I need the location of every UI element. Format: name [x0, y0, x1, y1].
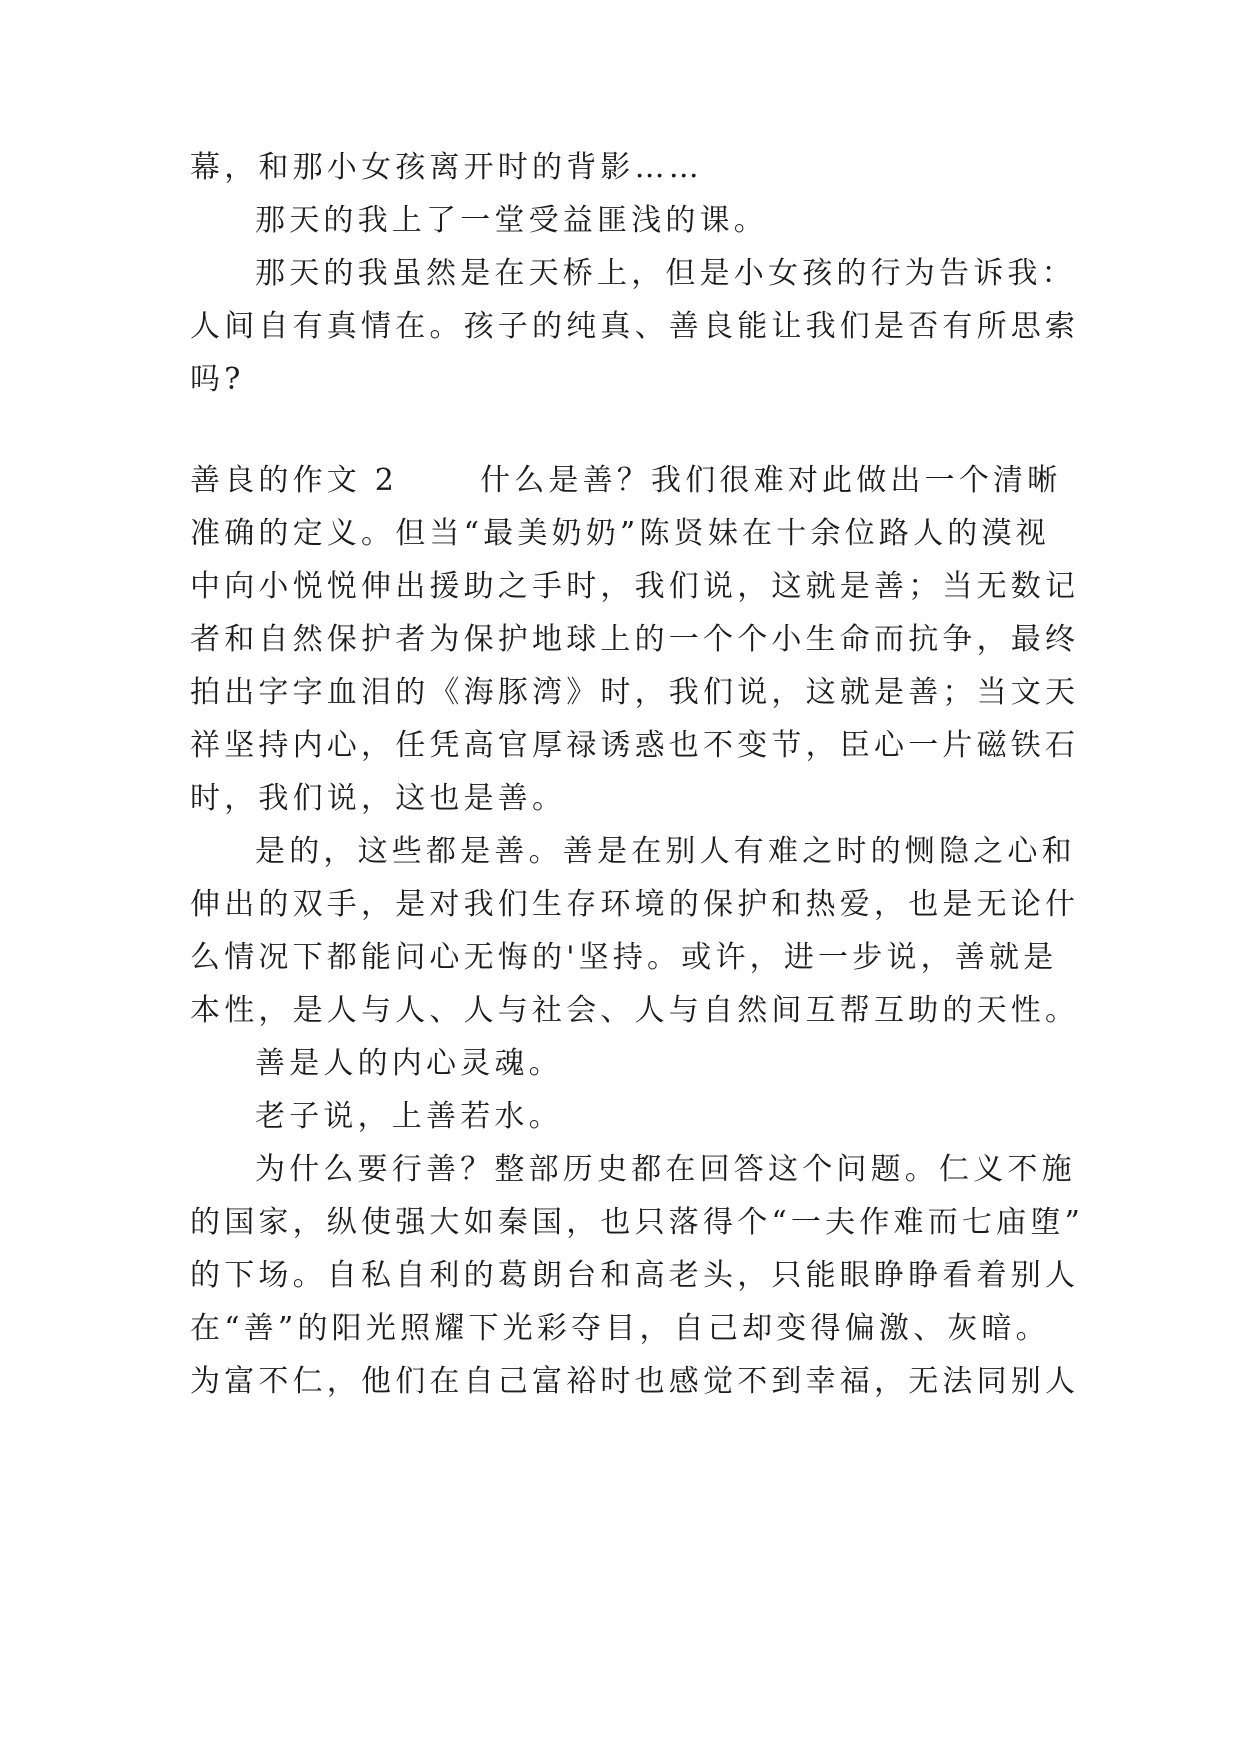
text-line: 准确的定义。但当“最美奶奶”陈贤妹在十余位路人的漠视	[190, 516, 1050, 551]
essay-heading-line	[190, 461, 1070, 501]
text-line: 在“善”的阳光照耀下光彩夺目，自己却变得偏激、灰暗。	[190, 1311, 1050, 1346]
text-line: 么情况下都能问心无悔的'坚持。或许，进一步说，善就是	[190, 940, 1058, 975]
text-line: 祥坚持内心，任凭高官厚禄诱惑也不变节，臣心一片磁铁石	[190, 728, 1080, 763]
text-line: 拍出字字血泪的《海豚湾》时，我们说，这就是善；当文天	[190, 675, 1080, 710]
text-line: 的下场。自私自利的葛朗台和高老头，只能眼睁睁看着别人	[190, 1258, 1080, 1293]
text-line: 为富不仁，他们在自己富裕时也感觉不到幸福，无法同别人	[190, 1364, 1080, 1399]
text-line: 中向小悦悦伸出援助之手时，我们说，这就是善；当无数记	[190, 569, 1080, 604]
text-line: 为什么要行善？整部历史都在回答这个问题。仁义不施	[255, 1152, 1076, 1187]
text-line: 伸出的双手，是对我们生存环境的保护和热爱，也是无论什	[190, 887, 1080, 922]
text-line: 幕，和那小女孩离开时的背影……	[190, 150, 703, 185]
text-line: 的国家，纵使强大如秦国，也只落得个“一夫作难而七庙堕”	[190, 1205, 1085, 1240]
text-line: 本性，是人与人、人与社会、人与自然间互帮互助的天性。	[190, 993, 1080, 1028]
text-line: 老子说，上善若水。	[255, 1099, 563, 1134]
essay-heading: 善良的作文 2	[190, 463, 399, 498]
text-line: 善是人的内心灵魂。	[255, 1046, 563, 1081]
text-line: 人间自有真情在。孩子的纯真、善良能让我们是否有所思索	[190, 309, 1080, 344]
text-line: 者和自然保护者为保护地球上的一个个小生命而抗争，最终	[190, 622, 1080, 657]
text-line: 什么是善？我们很难对此做出一个清晰	[480, 463, 1062, 498]
text-line: 那天的我上了一堂受益匪浅的课。	[255, 203, 768, 238]
text-line: 时，我们说，这也是善。	[190, 781, 567, 816]
text-line: 是的，这些都是善。善是在别人有难之时的恻隐之心和	[255, 834, 1076, 869]
text-line: 那天的我虽然是在天桥上，但是小女孩的行为告诉我：	[255, 256, 1076, 291]
text-line: 吗?	[190, 362, 245, 397]
